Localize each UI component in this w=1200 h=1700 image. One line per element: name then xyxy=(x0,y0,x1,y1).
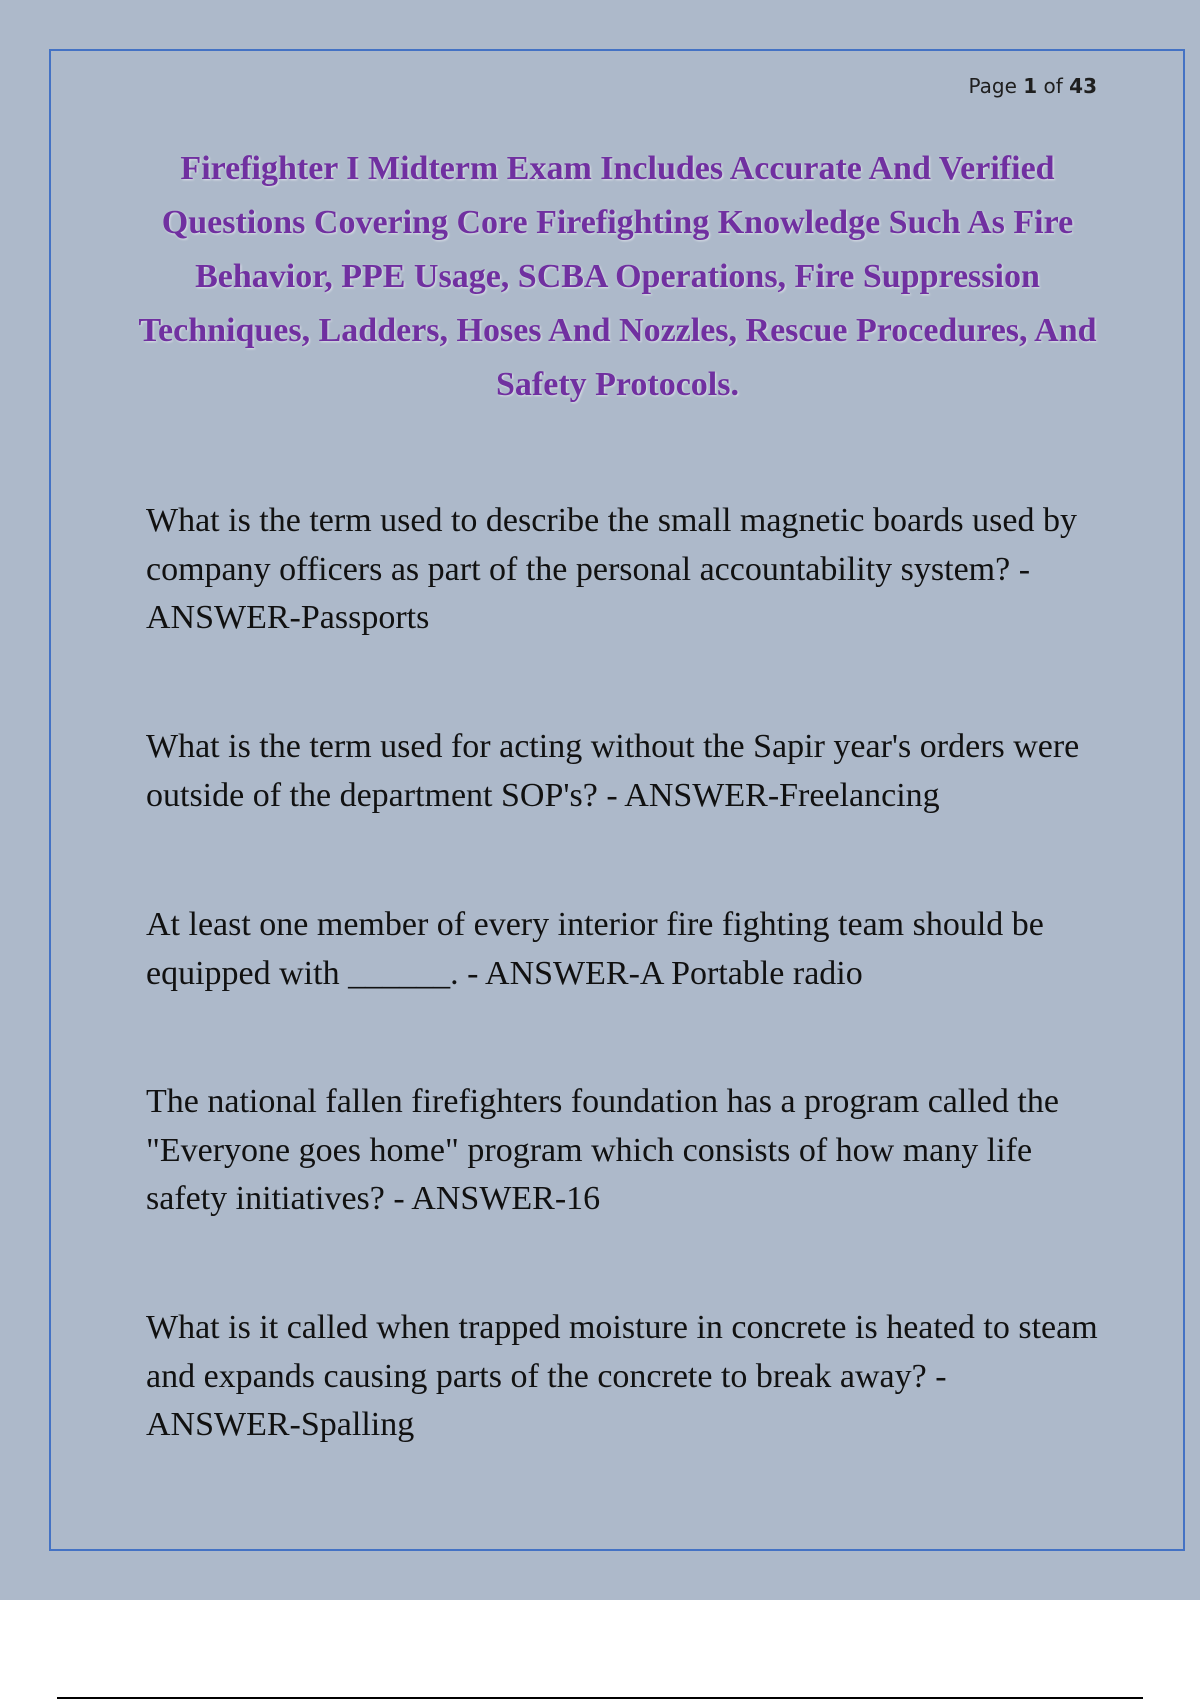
page-number-separator: of xyxy=(1043,74,1063,98)
page-number-prefix: Page xyxy=(968,74,1017,98)
page-number xyxy=(968,74,1097,98)
question-3: At least one member of every interior fire fighting team should be equipped with ______. - ANSWER-A Portable radio xyxy=(146,906,1044,992)
bottom-divider xyxy=(57,1697,1143,1699)
question-4: The national fallen firefighters foundation has a program called the "Everyone goes home" program which consists of how many life safety initiatives? - ANSWER-16 xyxy=(146,1083,1059,1217)
question-5: What is it called when trapped moisture in concrete is heated to steam and expands causing parts of the concrete to break away? - ANSWER-Spalling xyxy=(146,1309,1098,1443)
question-2: What is the term used for acting without the Sapir year's orders were outside of the department SOP's? - ANSWER-Freelancing xyxy=(146,728,1080,814)
page-number-total: 43 xyxy=(1069,74,1097,98)
document-title: Firefighter I Midterm Exam Includes Accurate And Verified Questions Covering Core Firefighting Knowledge Such As Fire Behavior, PPE Usage, SCBA Operations, Fire Suppression Techniques, Ladders, Hoses And Nozzles, Rescue Procedures, And Safety Protocols. xyxy=(138,150,1097,403)
question-1: What is the term used to describe the small magnetic boards used by company officers as part of the personal accountability system? - ANSWER-Passports xyxy=(146,502,1077,636)
page-number-current: 1 xyxy=(1023,74,1038,98)
